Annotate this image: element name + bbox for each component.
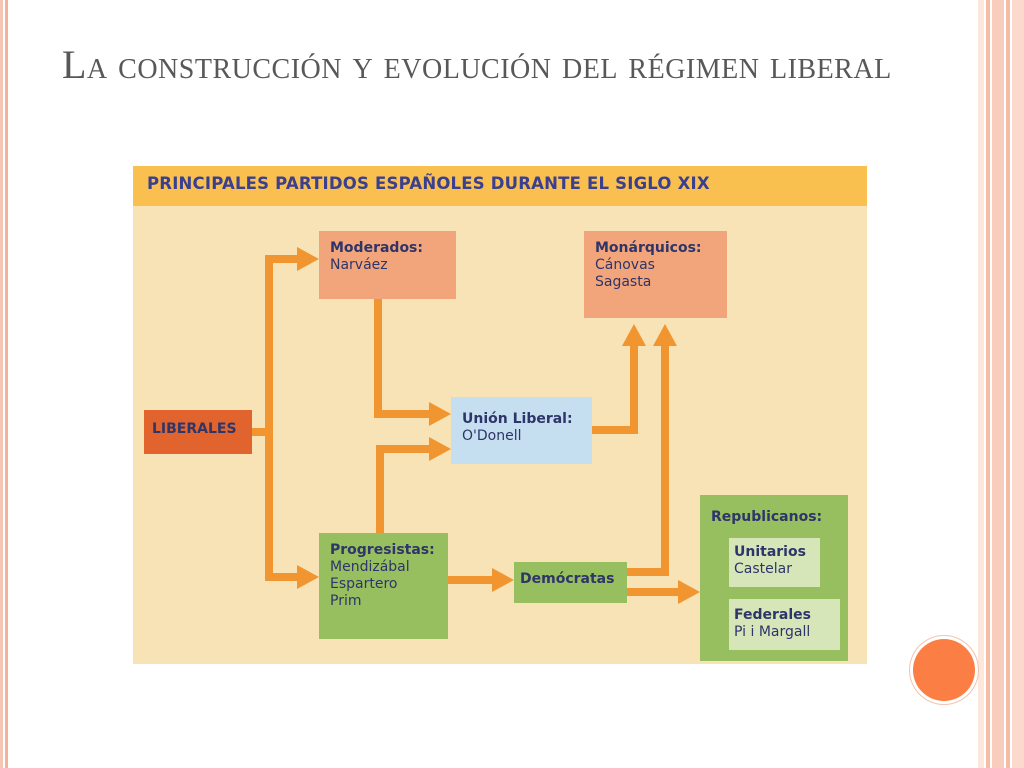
node-unitarios-member: Castelar — [734, 561, 792, 577]
node-progresistas-title: Progresistas: — [330, 542, 435, 558]
slide-title: La construcción y evolución del régimen liberal — [62, 42, 892, 87]
arrowhead-republicanos — [678, 580, 700, 604]
arrowhead-progresistas — [297, 565, 319, 589]
node-progresistas-member: Mendizábal — [330, 559, 410, 575]
arrow-union-to-monarquicos — [592, 344, 634, 430]
node-progresistas-member: Espartero — [330, 576, 398, 592]
node-federales — [729, 599, 840, 650]
node-unitarios — [729, 538, 820, 587]
arrowhead-moderados — [297, 247, 319, 271]
node-monarquicos-member: Sagasta — [595, 274, 652, 290]
arrowhead-union-top — [429, 402, 451, 426]
decorative-orange-circle — [913, 639, 975, 701]
node-liberales — [144, 410, 252, 454]
node-federales-title: Federales — [734, 607, 811, 623]
arrowhead-democratas — [492, 568, 514, 592]
node-republicanos-title: Republicanos: — [711, 509, 823, 525]
node-monarquicos — [584, 231, 727, 318]
arrowhead-monarquicos-1 — [622, 324, 646, 346]
arrow-progresistas-to-union — [380, 449, 431, 533]
node-monarquicos-title: Monárquicos: — [595, 240, 702, 256]
arrowhead-monarquicos-2 — [653, 324, 677, 346]
node-liberales-title: LIBERALES — [152, 421, 237, 437]
node-democratas — [514, 562, 627, 603]
arrow-liberales-to-progresistas — [269, 432, 299, 577]
slide-left-border — [0, 0, 8, 768]
slide-right-border — [978, 0, 1024, 768]
node-union-liberal-member: O'Donell — [462, 428, 522, 444]
diagram-header-text: PRINCIPALES PARTIDOS ESPAÑOLES DURANTE EL SIGLO XIX — [147, 174, 710, 193]
node-union-liberal-title: Unión Liberal: — [462, 411, 573, 427]
arrowhead-union-bottom — [429, 437, 451, 461]
node-monarquicos-member: Cánovas — [595, 257, 655, 273]
node-federales-member: Pi i Margall — [734, 624, 811, 640]
node-moderados — [319, 231, 456, 299]
node-progresistas — [319, 533, 448, 639]
arrow-moderados-to-union — [378, 299, 431, 414]
node-progresistas-member: Prim — [330, 593, 362, 609]
node-moderados-title: Moderados: — [330, 240, 423, 256]
node-moderados-member: Narváez — [330, 257, 388, 273]
node-unitarios-title: Unitarios — [734, 544, 806, 560]
arrow-liberales-to-moderados — [269, 259, 299, 581]
party-diagram — [133, 166, 867, 664]
node-democratas-title: Demócratas — [520, 571, 615, 587]
node-union-liberal — [451, 397, 592, 464]
